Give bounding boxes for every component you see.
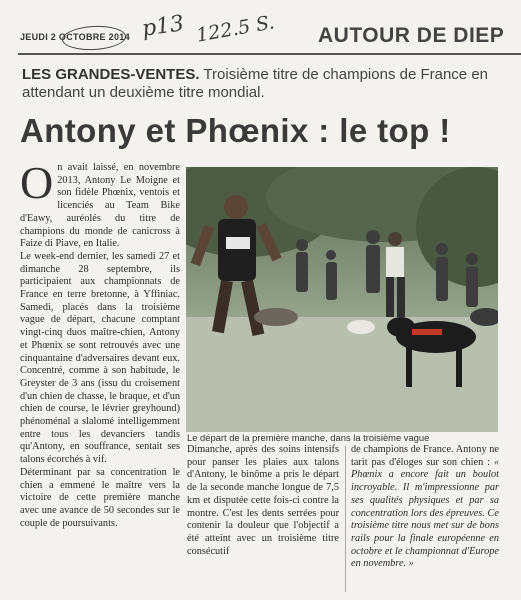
article-column-left — [20, 157, 180, 530]
article-column-middle — [187, 444, 339, 558]
article-photo — [186, 167, 498, 432]
article-paragraph: Dimanche, après des soins intensifs pour panser les plaies aux talons d'Antony, le binôme a pris le départ de la seconde manche longue de 7,5 km et disputée cette fois-ci contre la montre. C'est les dents serrées pour contenir la douleur que l'objectif a été atteint avec un troisième titre consécutif — [187, 444, 339, 557]
handwritten-size-note: 122.5 S. — [194, 11, 277, 47]
article-paragraph: Le week-end dernier, les samedi 27 et dimanche 28 septembre, ils participaient aux championnats de France en terre bretonne, à Yffiniac. Samedi, placés dans la troisième vague de départ, chacune comptant vingt-cinq duos maître-chien, Antony et Phœnix se sont retrouvés avec une cinquantaine d'adversaires devant eux. Concentré, comme à son habitude, le Greyster de 3 ans (issu du croisement d'un chien de chasse, le braque, et d'un chien de course, le lévrier greyhound) phénoménal a slalomé intelligemment entre tous les devanciers tandis qu'Antony, en souffrance, sentait ses talons écorchés à vif. — [20, 250, 180, 466]
photo-caption: Le départ de la première manche, dans la troisième vague — [187, 432, 430, 443]
article-paragraph: n avait laissé, en novembre 2013, Antony Le Moigne et son fidèle Phœnix, ventois et licenciés au Team Bike d'Eawy, auréolés du titre de champions du monde de canicross à Faize di Piave, en Italie. — [20, 162, 180, 250]
issue-date: JEUDI 2 OCTOBRE 2014 — [20, 32, 130, 42]
quote-intro: de champions de France. Antony ne tarit pas d'éloges sur son chien : — [351, 444, 499, 468]
photo-illustration — [186, 167, 498, 432]
kicker-lead: LES GRANDES-VENTES. — [22, 66, 200, 83]
article-paragraph — [351, 444, 499, 571]
dropcap: O — [20, 157, 54, 208]
section-title: AUTOUR DE DIEP — [318, 24, 505, 47]
article-paragraph: Déterminant par sa concentration le chien a emmené le maître vers la victoire de cette première manche avec une avance de 50 secondes sur le couple de poursuivants. — [20, 466, 180, 529]
header-rule — [18, 53, 521, 55]
headline: Antony et Phœnix : le top ! — [20, 112, 451, 149]
article-column-right — [351, 444, 499, 571]
quote-text: « Phœnix a encore fait un boulot incroyable. Il m'impressionne par ses qualités physiques et par sa concentration lors des épreuves. Ce troisième titre nous met sur de bons rails pour la finale européenne en octobre et le championnat d'Europe en novembre. » — [351, 456, 499, 570]
kicker-text: Troisième titre de champions de France en attendant un deuxième titre mondial. — [22, 66, 489, 101]
kicker — [22, 66, 502, 102]
column-divider — [345, 446, 346, 592]
handwritten-page-note: p13 — [140, 11, 186, 42]
